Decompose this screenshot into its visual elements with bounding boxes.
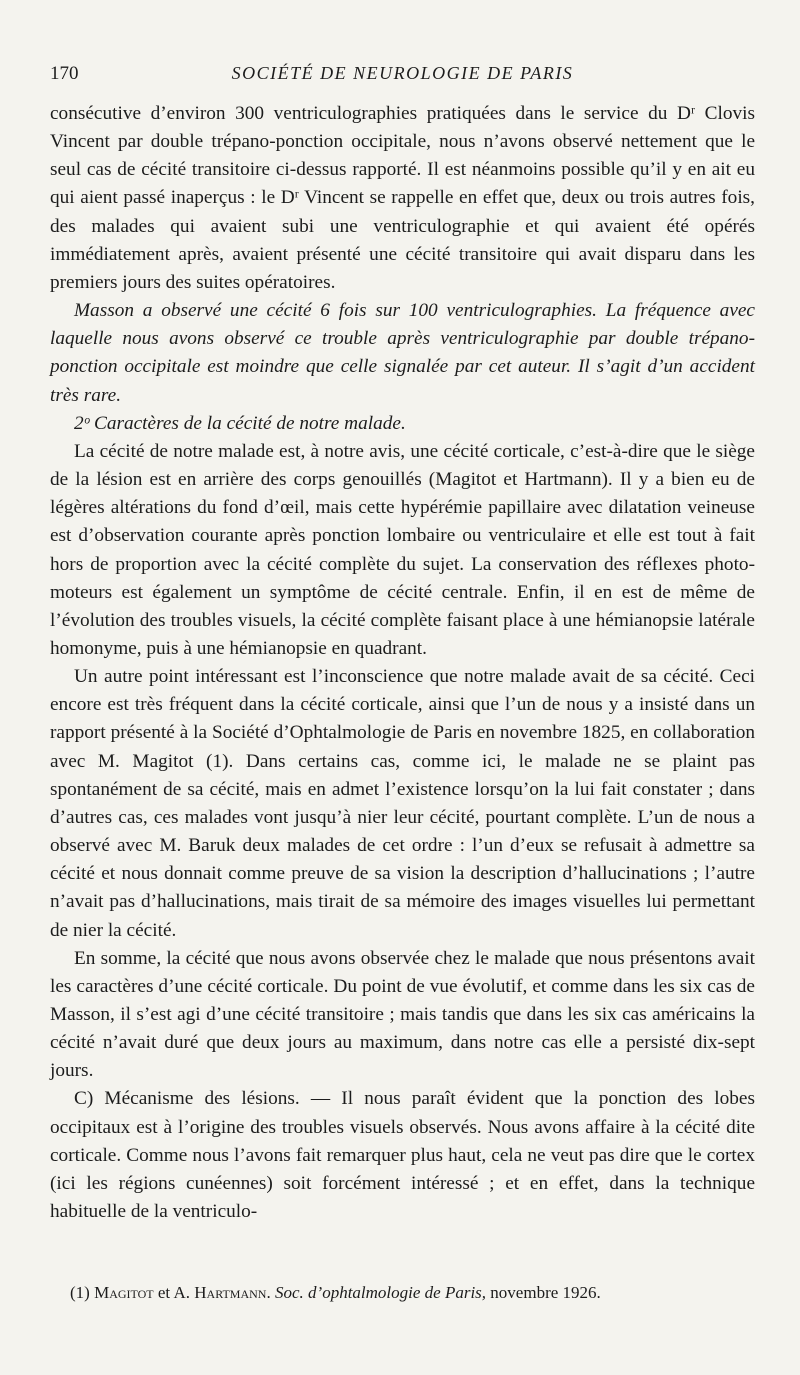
paragraph-cortical-blindness: La cécité de notre malade est, à notre avis, une cécité corticale, c’est-à-dire que le siège de la lésion est en arrière des corps genouillés (Magitot et Hartmann). Il y a bien eu de légères altérations du fond d’œil, mais cette hypérémie papillaire avec dilatation veineuse est d’observation courante après ponction lombaire ou ventriculaire et elle est tout à fait hors de proportion avec la cécité complète du sujet. La conservation des réflexes photo-moteurs est également un symptôme de cécité centrale. Enfin, il en est de même de l’évolution des troubles visuels, la cécité complète faisant place à une hémianopsie latérale homonyme, puis à une hémianopsie en quadrant. [50,440,755,659]
footnote-author: Magitot [94,1283,154,1302]
footnote-journal: Soc. d’ophtalmologie de Paris, [274,1283,487,1302]
footnote-author: Hartmann. [194,1283,271,1302]
footnote-date: novembre 1926. [490,1283,601,1302]
paragraph-mechanism: C) Mécanisme des lésions. — Il nous paraît évident que la ponction des lobes occipitaux est à l’origine des troubles visuels observés. Nous avons affaire à la cécité dite corticale. Comme nous l’avons fait remarquer plus haut, cela ne veut pas dire que le cortex (ici les régions cunéennes) soit forcément intéressé ; et en effet, dans la technique habituelle de la ventriculo- [50,1088,755,1223]
running-title: SOCIÉTÉ DE NEUROLOGIE DE PARIS [231,63,574,83]
page-header [50,63,755,87]
paragraph-unawareness: Un autre point intéressant est l’inconscience que notre malade avait de sa cécité. Ceci encore est très fréquent dans la cécité corticale, ainsi que l’un de nous y a insisté dans un rapport présenté à la Société d’Ophtalmologie de Paris en novembre 1825, en collaboration avec M. Magitot (1). Dans certains cas, comme ici, le malade ne se plaint pas spontanément de sa cécité, mais en admet l’existence lorsqu’on la lui fait constater ; dans d’autres cas, ces malades vont jusqu’à nier leur cécité, pourtant complète. L’un de nous a observé avec M. Baruk deux malades de cet ordre : l’un d’eux se refusait à admettre sa cécité et nous donnait comme preuve de sa vision la description d’hallucinations ; l’autre n’avait pas d’hallucinations, mais tirait de sa mémoire des images visuelles lui permettant de nier la cécité. [50,666,755,941]
body-text [50,100,755,1226]
paragraph-continuation: consécutive d’environ 300 ventriculographies pratiquées dans le service du Dʳ Clovis Vincent par double trépano-ponction occipitale, nous n’avons observé nettement que le seul cas de cécité transitoire ci-dessus rapporté. Il est néanmoins possible qu’il y en ait eu qui aient passé inaperçus : le Dʳ Vincent se rappelle en effet que, deux ou trois autres fois, des malades qui avaient subi une ventriculographie et qui avaient été opérés immédiatement après, avaient présenté une cécité transitoire qui avait disparu dans les premiers jours des suites opératoires. [50,103,755,293]
section-heading-2: 2ᵒ Caractères de la cécité de notre malade. [74,412,406,434]
footnote-marker: (1) [70,1283,90,1302]
page-number: 170 [50,63,79,84]
paragraph-summary: En somme, la cécité que nous avons observée chez le malade que nous présentons avait les caractères d’une cécité corticale. Du point de vue évolutif, et comme dans les six cas de Masson, il s’est agi d’une cécité transitoire ; mais tandis que dans les six cas américains la cécité n’avait duré que deux jours au maximum, dans notre cas elle a persisté dix-sept jours. [50,947,755,1082]
footnote [50,1282,755,1304]
footnote-conjunction: et A. [157,1283,190,1302]
paragraph-masson: Masson a observé une cécité 6 fois sur 100 ventriculographies. La fréquence avec laquelle nous avons observé ce trouble après ventriculographie par double trépano-ponction occipitale est moindre que celle signalée par cet auteur. Il s’agit d’un accident très rare. [50,300,755,406]
